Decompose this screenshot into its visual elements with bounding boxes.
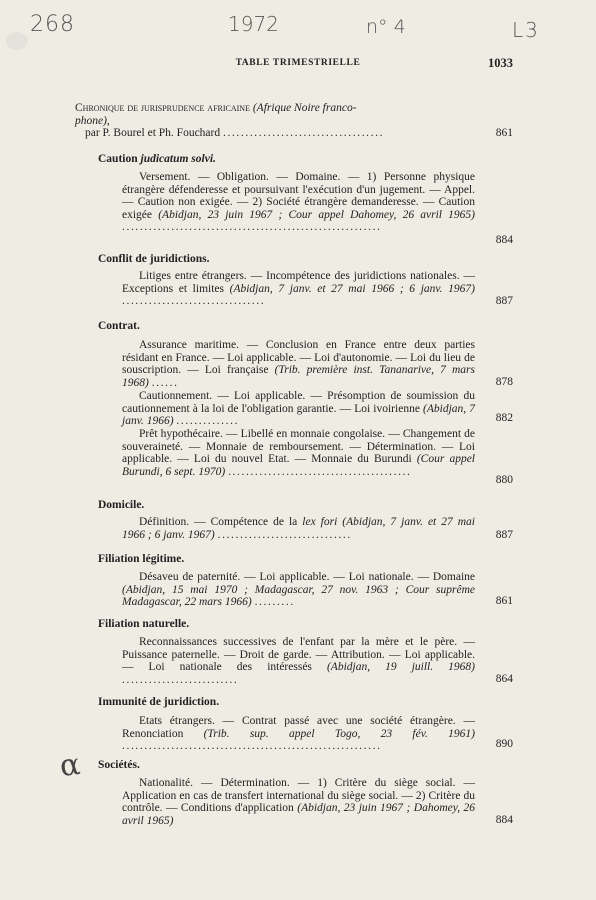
entry-body (122, 428, 475, 478)
entry-body (122, 777, 475, 827)
index-entry (122, 270, 475, 308)
entry-body (122, 715, 475, 753)
page-number: 1033 (488, 56, 513, 70)
entry-citation: (Abidjan, 7 janv. et 27 mai 1966 ; 6 janv. 1967) (229, 282, 475, 295)
leader-dots: ...... (151, 376, 179, 389)
entry-body (122, 390, 475, 428)
leader-dots: ......... (254, 596, 295, 609)
heading-italic: judicatum solvi. (140, 153, 216, 165)
margin-handwritten-mark: α (58, 747, 83, 784)
entry-text: Reconnaissances successives de l'enfant par la mère et le père. — Puissance paternelle. — Droit de garde. — Attribution. — Loi applicable. — Loi nationale des intéressés (122, 636, 475, 674)
entry-body (122, 571, 475, 609)
section-heading (98, 320, 140, 332)
entry-page: 887 (495, 529, 513, 541)
entry-citation: (Abidjan, 7 janv. 1966) (122, 402, 476, 428)
entry-page: 880 (495, 474, 513, 486)
leader-dots: .......................................................... (122, 221, 382, 234)
heading-text: Conflit de juridictions. (98, 253, 210, 265)
heading-text: Filiation légitime. (98, 553, 185, 565)
entry-body (122, 636, 475, 686)
index-entry (122, 715, 475, 753)
entry-page: 878 (495, 376, 513, 388)
entry-body (122, 516, 475, 541)
entry-text: Désaveu de paternité. — Loi applicable. — Loi nationale. — Domaine (139, 571, 475, 583)
index-entry (122, 428, 475, 478)
entry-text: Assurance maritime. — Conclusion en France entre deux parties résidant en France. — Loi applicable. — Loi d'autonomie. — Loi du lieu de souscription. — Loi française (122, 339, 475, 377)
section-heading (98, 618, 189, 630)
entry-text: Cautionnement. — Loi applicable. — Présomption de soumission du cautionnement à la loi de l'obligation garantie. — Loi ivoirienne (122, 390, 475, 415)
chronique-subtitle: (Afrique Noire franco- (252, 102, 357, 114)
handwritten-year: 1972 (228, 12, 279, 36)
handwritten-issue: n° 4 (366, 16, 406, 38)
leader-dots: ......................................... (228, 465, 412, 478)
leader-dots: .............................. (217, 528, 352, 541)
index-entry (122, 390, 475, 428)
entry-citation: (Abidjan, 7 janv. et 27 mai 1966 ; 6 janv. 1967) (122, 516, 475, 541)
heading-text: Contrat. (98, 320, 140, 332)
entry-citation: (Trib. première inst. Tananarive, 7 mars 1968) (122, 364, 476, 389)
entry-citation: (Abidjan, 19 juill. 1968) (326, 661, 476, 674)
section-heading (98, 553, 184, 565)
entry-page: 884 (495, 234, 513, 246)
entry-text: Etats étrangers. — Contrat passé avec une société étrangère. — Renonciation (122, 715, 475, 740)
entry-page: 890 (495, 738, 513, 750)
entry-page: 884 (495, 814, 513, 826)
entry-page: 864 (495, 673, 513, 685)
entry-page: 887 (495, 295, 513, 307)
entry-page: 861 (495, 595, 513, 607)
leader-dots: .......................... (122, 673, 239, 686)
chronique-subtitle-cont: phone), (75, 114, 110, 127)
entry-term: lex fori (302, 516, 338, 528)
section-heading (98, 499, 144, 511)
entry-citation: (Abidjan, 15 mai 1970 ; Madagascar, 27 nov. 1963 ; Cour suprême Madagascar, 22 mars 1966) (122, 583, 475, 609)
leader-dots: .................................... (222, 127, 385, 140)
entry-body (122, 270, 475, 308)
section-heading (98, 153, 216, 165)
index-entry (122, 516, 475, 541)
running-title: TABLE TRIMESTRIELLE (235, 58, 361, 68)
leader-dots: .............. (176, 415, 240, 428)
heading-text: Filiation naturelle. (98, 618, 190, 630)
chronique-page: 861 (495, 127, 513, 139)
paper-stain (6, 32, 28, 50)
handwritten-ref-right: L3 (512, 18, 540, 42)
entry-citation: (Trib. sup. appel Togo, 23 fév. 1961) (203, 727, 475, 740)
entry-body (122, 171, 475, 234)
entry-text: Nationalité. — Détermination. — 1) Critère du siège social. — Application en cas de transfert international du siège social. — 2) Critère du contrôle. — Conditions d'application (122, 777, 475, 815)
section-heading (98, 759, 140, 771)
index-entry (122, 339, 475, 389)
entry-text: Définition. — Compétence de la (139, 516, 298, 528)
entry-body (122, 339, 475, 389)
index-entry (122, 171, 475, 234)
entry-citation: (Abidjan, 23 juin 1967 ; Dahomey, 26 avril 1965) (122, 802, 476, 827)
leader-dots: .......................................................... (122, 740, 382, 753)
leader-dots: ................................ (122, 295, 266, 308)
chronique-authors: par P. Bourel et Ph. Fouchard (85, 127, 221, 140)
entry-citation: (Cour appel Burundi, 6 sept. 1970) (122, 453, 475, 478)
entry-text: Versement. — Obligation. — Domaine. — 1) Personne physique étrangère défenderesse et poursuivant l'exécution d'un jugement. — Appel. — Caution non exigée. — 2) Société étrangère demanderesse. — Caution exigée (122, 171, 475, 221)
index-entry (122, 777, 475, 827)
heading-text: Immunité de juridiction. (98, 696, 220, 708)
entry-page: 882 (495, 412, 513, 424)
entry-text: Prêt hypothécaire. — Libellé en monnaie congolaise. — Changement de souveraineté. — Monnaie de remboursement. — Détermination. — Loi applicable. — Loi du nouvel Etat. — Monnaie du Burundi (122, 428, 475, 466)
handwritten-number-left: 268 (30, 12, 75, 37)
entry-citation: (Abidjan, 23 juin 1967 ; Cour appel Dahomey, 26 avril 1965) (158, 208, 476, 221)
index-entry (122, 571, 475, 609)
heading-text: Sociétés. (98, 759, 140, 771)
heading-text: Domicile. (98, 499, 145, 511)
heading-text: Caution (98, 153, 138, 165)
entry-text: Litiges entre étrangers. — Incompétence des juridictions nationales. — Exceptions et limites (122, 270, 475, 295)
section-heading (98, 696, 219, 708)
index-entry (122, 636, 475, 686)
chronique-title: Chronique de jurisprudence africaine (75, 102, 250, 114)
page-header (0, 58, 596, 74)
chronique-entry (75, 102, 475, 140)
section-heading (98, 253, 210, 265)
